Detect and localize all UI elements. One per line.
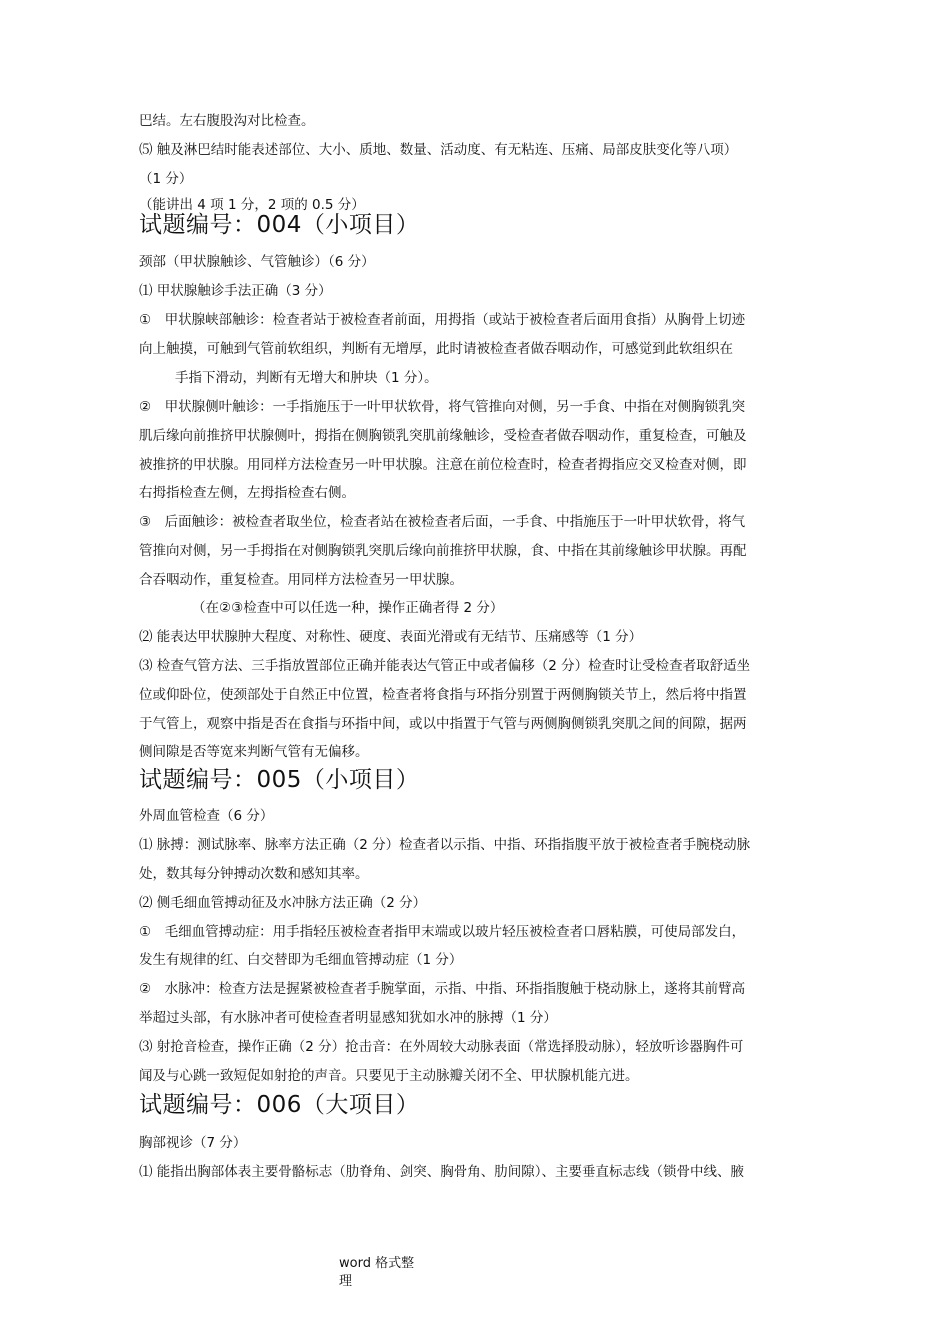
text-line: ⑵ 能表达甲状腺肿大程度、对称性、硬度、表面光滑或有无结节、压痛感等（1 分） xyxy=(139,629,643,645)
text-line: ⑸ 触及淋巴结时能表述部位、大小、质地、数量、活动度、有无粘连、压痛、局部皮肤变化等八项） xyxy=(139,142,738,158)
text-line: ① 甲状腺峡部触诊：检查者站于被检查者前面，用拇指（或站于被检查者后面用食指）从胸骨上切迹 xyxy=(139,312,746,328)
text-line: ① 毛细血管搏动症：用手指轻压被检查者指甲末端或以玻片轻压被检查者口唇粘膜，可使局部发白， xyxy=(139,924,746,940)
text-line: ⑴ 脉搏：测试脉率、脉率方法正确（2 分）检查者以示指、中指、环指指腹平放于被检查者手腕桡动脉 xyxy=(139,837,751,853)
text-line: 向上触摸，可触到气管前软组织，判断有无增厚，此时请被检查者做吞咽动作，可感觉到此软组织在 xyxy=(139,341,733,357)
text-line: ⑴ 能指出胸部体表主要骨骼标志（肋脊角、剑突、胸骨角、肋间隙）、主要垂直标志线（锁骨中线、腋 xyxy=(139,1164,745,1180)
text-line: ⑶ 检查气管方法、三手指放置部位正确并能表达气管正中或者偏移（2 分）检查时让受检查者取舒适坐 xyxy=(139,658,751,674)
text-line: ⑴ 甲状腺触诊手法正确（3 分） xyxy=(139,283,332,299)
text-line: 手指下滑动，判断有无增大和肿块（1 分）。 xyxy=(175,370,438,386)
text-line: ③ 后面触诊：被检查者取坐位，检查者站在被检查者后面，一手食、中指施压于一叶甲状软骨，将气 xyxy=(139,514,746,530)
text-line: 位或仰卧位，使颈部处于自然正中位置，检查者将食指与环指分别置于两侧胸锁关节上，然后将中指置 xyxy=(139,687,747,703)
text-line: 合吞咽动作，重复检查。用同样方法检查另一甲状腺。 xyxy=(139,572,463,588)
text-line: ⑵ 侧毛细血管搏动征及水冲脉方法正确（2 分） xyxy=(139,895,427,911)
text-line: （1 分） xyxy=(139,171,193,187)
footer-text: word 格式整 xyxy=(339,1256,415,1271)
text-line: 右拇指检查左侧，左拇指检查右侧。 xyxy=(139,485,355,501)
text-line: 肌后缘向前推挤甲状腺侧叶，拇指在侧胸锁乳突肌前缘触诊，受检查者做吞咽动作，重复检查，可触及 xyxy=(139,428,747,444)
text-line: 处，数其每分钟搏动次数和感知其率。 xyxy=(139,866,369,882)
text-line: ⑶ 射抢音检查，操作正确（2 分）抢击音：在外周较大动脉表面（常选择股动脉），轻放听诊器胸件可 xyxy=(139,1039,744,1055)
text-line: 侧间隙是否等宽来判断气管有无偏移。 xyxy=(139,744,369,760)
text-line: 颈部（甲状腺触诊、气管触诊）（6 分） xyxy=(139,254,375,270)
text-line: 胸部视诊（7 分） xyxy=(139,1135,247,1151)
text-line: 闻及与心跳一致短促如射抢的声音。只要见于主动脉瓣关闭不全、甲状腺机能亢进。 xyxy=(139,1068,639,1084)
text-line: ② 水脉冲：检查方法是握紧被检查者手腕掌面，示指、中指、环指指腹触于桡动脉上，遂将其前臂高 xyxy=(139,981,746,997)
text-line: 被推挤的甲状腺。用同样方法检查另一叶甲状腺。注意在前位检查时，检查者拇指应交叉检查对侧，即 xyxy=(139,457,747,473)
text-line: ② 甲状腺侧叶触诊：一手指施压于一叶甲状软骨，将气管推向对侧，另一手食、中指在对侧胸锁乳突 xyxy=(139,399,746,415)
text-line: （能讲出 4 项 1 分，2 项的 0.5 分） xyxy=(139,197,365,213)
text-line: 管推向对侧，另一手拇指在对侧胸锁乳突肌后缘向前推挤甲状腺，食、中指在其前缘触诊甲状腺。再配 xyxy=(139,543,747,559)
section-heading: 试题编号：005（小项目） xyxy=(139,767,420,793)
text-line: （在②③检查中可以任选一种，操作正确者得 2 分） xyxy=(192,600,504,616)
text-line: 举超过头部，有水脉冲者可使检查者明显感知犹如水冲的脉搏（1 分） xyxy=(139,1010,557,1026)
footer-text: 理 xyxy=(339,1274,353,1289)
text-line: 外周血管检查（6 分） xyxy=(139,808,274,824)
text-line: 于气管上，观察中指是否在食指与环指中间，或以中指置于气管与两侧胸侧锁乳突肌之间的间隙，据两 xyxy=(139,716,747,732)
text-line: 巴结。左右腹股沟对比检查。 xyxy=(139,113,315,129)
section-heading: 试题编号：006（大项目） xyxy=(139,1092,420,1118)
section-heading: 试题编号：004（小项目） xyxy=(139,212,420,238)
text-line: 发生有规律的红、白交替即为毛细血管搏动症（1 分） xyxy=(139,952,463,968)
